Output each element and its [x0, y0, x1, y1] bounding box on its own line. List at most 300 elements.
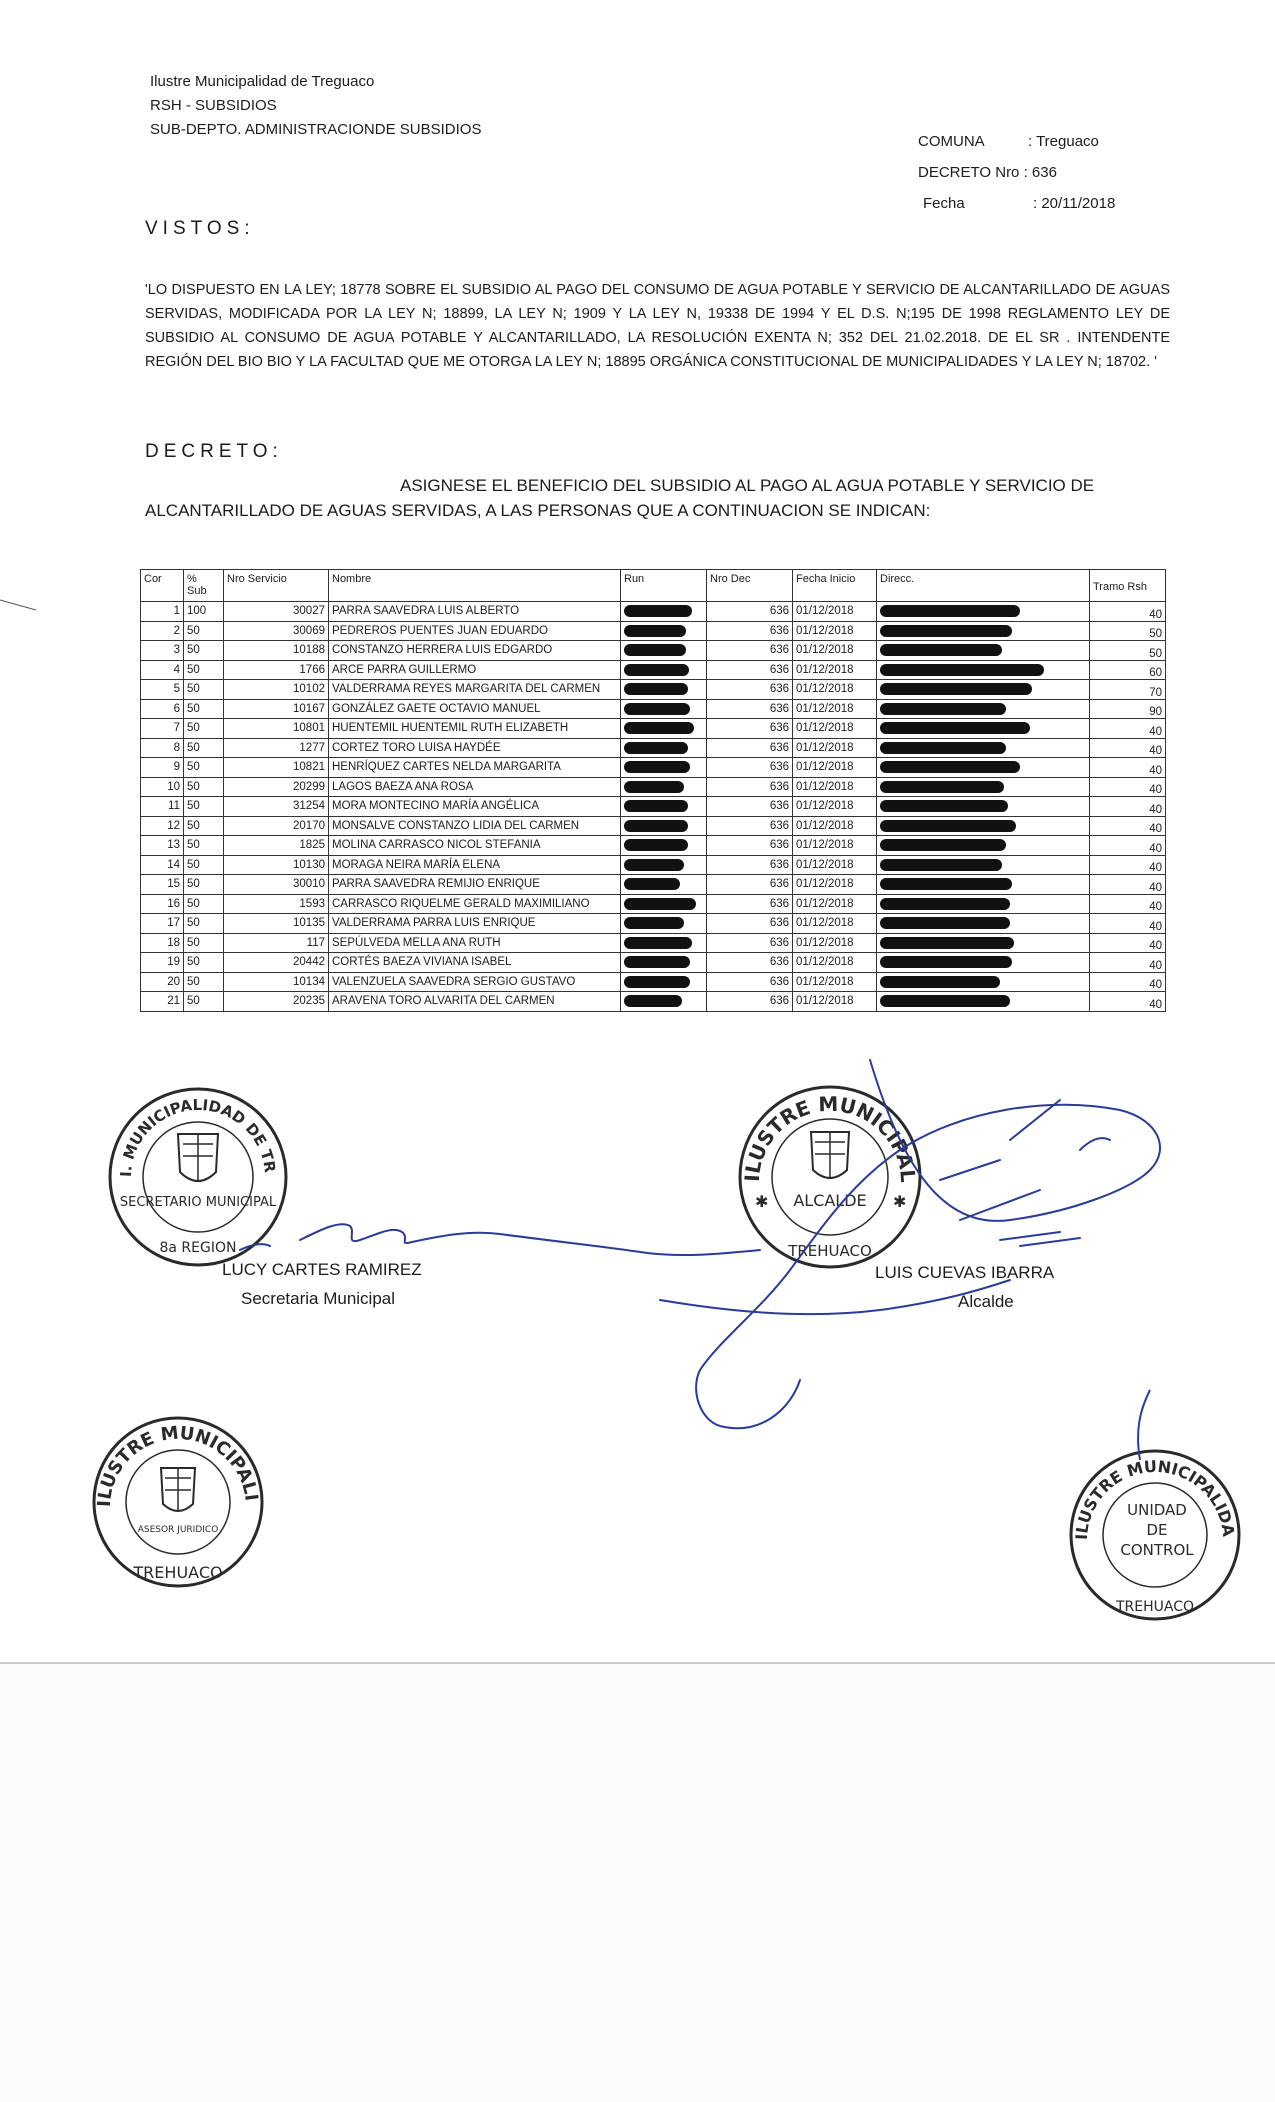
decreto-label: DECRETO Nro [918, 164, 1020, 181]
cell-servicio: 10134 [224, 972, 329, 992]
cell-servicio: 10188 [224, 641, 329, 661]
cell-tramo: 40 [1090, 875, 1166, 895]
redaction-mark [624, 722, 694, 734]
cell-sub: 50 [184, 758, 224, 778]
vistos-text: 'LO DISPUESTO EN LA LEY; 18778 SOBRE EL SUBSIDIO AL PAGO DEL CONSUMO DE AGUA POTABLE Y SERVICIO DE ALCANTARILLADO DE AGUAS SERVIDAS, MODIFICADA POR LA LEY N; 18899, LA LEY N; 1909 Y LA LEY N, 19338 DE 1994 Y EL D.S. N;195 DE 1998 REGLAMENTO LEY DE SUBSIDIO AL CONSUMO DE AGUA POTABLE Y ALCANTARILLADO, LA RESOLUCIÓN EXENTA N; 352 DEL 21.02.2018. DE EL SR . INTENDENTE REGIÓN DEL BIO BIO Y LA FACULTAD QUE ME OTORGA LA LEY N; 18895 ORGÁNICA CONSTITUCIONAL DE MUNICIPALIDADES Y LA LEY N; 18702. ' [145, 282, 1170, 370]
cell-fecha: 01/12/2018 [793, 914, 877, 934]
redaction-mark [624, 937, 692, 949]
cell-sub: 50 [184, 660, 224, 680]
cell-tramo: 40 [1090, 836, 1166, 856]
cell-tramo: 40 [1090, 992, 1166, 1012]
redaction-mark [880, 742, 1006, 754]
redaction-mark [880, 995, 1010, 1007]
handwritten-signatures [0, 1040, 1275, 1460]
table-row [141, 621, 1166, 641]
mayor-name: LUIS CUEVAS IBARRA [875, 1263, 1055, 1282]
direccion-cell-redacted [877, 875, 1090, 895]
redaction-mark [624, 683, 688, 695]
table-row [141, 680, 1166, 700]
cell-sub: 50 [184, 797, 224, 817]
run-cell-redacted [621, 758, 707, 778]
redaction-mark [880, 703, 1006, 715]
cell-tramo: 40 [1090, 602, 1166, 622]
run-cell-redacted [621, 855, 707, 875]
cell-nombre: HENRÍQUEZ CARTES NELDA MARGARITA [329, 758, 621, 778]
cell-servicio: 1593 [224, 894, 329, 914]
redaction-mark [624, 820, 688, 832]
cell-cor: 4 [141, 660, 184, 680]
redaction-mark [880, 917, 1010, 929]
redaction-mark [624, 956, 690, 968]
cell-cor: 7 [141, 719, 184, 739]
cell-servicio: 10167 [224, 699, 329, 719]
table-row [141, 875, 1166, 895]
redaction-mark [880, 956, 1012, 968]
mayor-seal-center-text: ALCALDE [793, 1191, 867, 1210]
direccion-cell-redacted [877, 680, 1090, 700]
redaction-mark [624, 976, 690, 988]
decreto-line-1: ASIGNESE EL BENEFICIO DEL SUBSIDIO AL PAGO AL AGUA POTABLE Y SERVICIO DE [400, 476, 1095, 495]
fecha-value: : 20/11/2018 [1033, 195, 1116, 212]
cell-tramo: 90 [1090, 699, 1166, 719]
direccion-cell-redacted [877, 758, 1090, 778]
redaction-mark [624, 605, 692, 617]
cell-sub: 50 [184, 953, 224, 973]
cell-servicio: 20235 [224, 992, 329, 1012]
run-cell-redacted [621, 699, 707, 719]
cell-nombre: CORTÉS BAEZA VIVIANA ISABEL [329, 953, 621, 973]
cell-nombre: PARRA SAAVEDRA REMIJIO ENRIQUE [329, 875, 621, 895]
cell-sub: 50 [184, 816, 224, 836]
comuna-value: : Treguaco [1028, 133, 1099, 150]
cell-nro-dec: 636 [707, 933, 793, 953]
cell-fecha: 01/12/2018 [793, 836, 877, 856]
cell-cor: 16 [141, 894, 184, 914]
cell-servicio: 30027 [224, 602, 329, 622]
table-row [141, 641, 1166, 661]
cell-cor: 14 [141, 855, 184, 875]
cell-cor: 8 [141, 738, 184, 758]
cell-fecha: 01/12/2018 [793, 816, 877, 836]
direccion-cell-redacted [877, 855, 1090, 875]
cell-fecha: 01/12/2018 [793, 602, 877, 622]
cell-fecha: 01/12/2018 [793, 953, 877, 973]
fecha-label: Fecha [923, 195, 965, 212]
run-cell-redacted [621, 602, 707, 622]
cell-cor: 2 [141, 621, 184, 641]
cell-tramo: 40 [1090, 894, 1166, 914]
col-cor: Cor [141, 570, 184, 602]
cell-nro-dec: 636 [707, 758, 793, 778]
direccion-cell-redacted [877, 816, 1090, 836]
run-cell-redacted [621, 914, 707, 934]
table-row [141, 602, 1166, 622]
cell-tramo: 40 [1090, 738, 1166, 758]
control-seal-ring-text: ILUSTRE MUNICIPALIDAD [1058, 1430, 1239, 1541]
cell-nro-dec: 636 [707, 992, 793, 1012]
col-tramo: Tramo Rsh [1090, 570, 1166, 602]
cell-cor: 6 [141, 699, 184, 719]
redaction-mark [880, 937, 1014, 949]
direccion-cell-redacted [877, 602, 1090, 622]
control-unit-seal-stamp [1058, 1430, 1245, 1625]
run-cell-redacted [621, 660, 707, 680]
table-row [141, 953, 1166, 973]
redaction-mark [880, 800, 1008, 812]
col-sub-label: Sub [187, 585, 207, 597]
cell-cor: 9 [141, 758, 184, 778]
redaction-mark [880, 722, 1030, 734]
decree-meta [918, 126, 1115, 219]
table-header-row [141, 570, 1166, 602]
redaction-mark [880, 839, 1006, 851]
run-cell-redacted [621, 797, 707, 817]
cell-sub: 50 [184, 875, 224, 895]
redaction-mark [624, 839, 688, 851]
redaction-mark [880, 625, 1012, 637]
table-row [141, 777, 1166, 797]
comuna-label: COMUNA [918, 133, 985, 150]
redaction-mark [880, 761, 1020, 773]
redaction-mark [624, 800, 688, 812]
cell-cor: 5 [141, 680, 184, 700]
redaction-mark [880, 781, 1004, 793]
cell-cor: 3 [141, 641, 184, 661]
decreto-line-2: ALCANTARILLADO DE AGUAS SERVIDAS, A LAS PERSONAS QUE A CONTINUACION SE INDICAN: [145, 501, 931, 520]
cell-sub: 50 [184, 992, 224, 1012]
redaction-mark [624, 742, 688, 754]
issuer-department: RSH - SUBSIDIOS [150, 97, 277, 114]
cell-cor: 19 [141, 953, 184, 973]
cell-tramo: 40 [1090, 797, 1166, 817]
table-row [141, 699, 1166, 719]
table-row [141, 972, 1166, 992]
run-cell-redacted [621, 972, 707, 992]
cell-fecha: 01/12/2018 [793, 719, 877, 739]
cell-tramo: 40 [1090, 855, 1166, 875]
run-cell-redacted [621, 816, 707, 836]
direccion-cell-redacted [877, 972, 1090, 992]
cell-servicio: 30010 [224, 875, 329, 895]
cell-cor: 12 [141, 816, 184, 836]
cell-cor: 10 [141, 777, 184, 797]
cell-tramo: 40 [1090, 777, 1166, 797]
cell-servicio: 10102 [224, 680, 329, 700]
table-row [141, 797, 1166, 817]
redaction-mark [624, 644, 686, 656]
cell-sub: 100 [184, 602, 224, 622]
cell-tramo: 40 [1090, 758, 1166, 778]
redaction-mark [624, 917, 684, 929]
cell-tramo: 40 [1090, 816, 1166, 836]
cell-nro-dec: 636 [707, 836, 793, 856]
direccion-cell-redacted [877, 953, 1090, 973]
svg-text:✱: ✱ [755, 1192, 769, 1211]
run-cell-redacted [621, 894, 707, 914]
cell-servicio: 1277 [224, 738, 329, 758]
cell-nro-dec: 636 [707, 602, 793, 622]
cell-fecha: 01/12/2018 [793, 992, 877, 1012]
cell-nombre: ARAVENA TORO ALVARITA DEL CARMEN [329, 992, 621, 1012]
cell-cor: 18 [141, 933, 184, 953]
cell-servicio: 31254 [224, 797, 329, 817]
cell-servicio: 1766 [224, 660, 329, 680]
table-row [141, 836, 1166, 856]
cell-nro-dec: 636 [707, 855, 793, 875]
redaction-mark [624, 664, 689, 676]
direccion-cell-redacted [877, 992, 1090, 1012]
run-cell-redacted [621, 719, 707, 739]
redaction-mark [624, 703, 690, 715]
table-row [141, 719, 1166, 739]
secretary-name: LUCY CARTES RAMIREZ [222, 1260, 422, 1279]
cell-fecha: 01/12/2018 [793, 797, 877, 817]
mayor-seal-bottom-text: TREHUACO [788, 1242, 872, 1260]
direccion-cell-redacted [877, 914, 1090, 934]
cell-tramo: 40 [1090, 933, 1166, 953]
redaction-mark [624, 761, 690, 773]
cell-nro-dec: 636 [707, 816, 793, 836]
cell-fecha: 01/12/2018 [793, 972, 877, 992]
cell-fecha: 01/12/2018 [793, 777, 877, 797]
run-cell-redacted [621, 738, 707, 758]
cell-cor: 21 [141, 992, 184, 1012]
table-row [141, 855, 1166, 875]
col-sub [184, 570, 224, 602]
cell-fecha: 01/12/2018 [793, 621, 877, 641]
run-cell-redacted [621, 953, 707, 973]
cell-tramo: 70 [1090, 680, 1166, 700]
legal-seal-ring-text: ILUSTRE MUNICIPALIDAD [80, 1396, 262, 1508]
redaction-mark [624, 898, 696, 910]
decreto-title: DECRETO: [145, 441, 283, 462]
cell-sub: 50 [184, 894, 224, 914]
decreto-value: : 636 [1023, 164, 1057, 181]
cell-sub: 50 [184, 680, 224, 700]
redaction-mark [880, 976, 1000, 988]
direccion-cell-redacted [877, 777, 1090, 797]
cell-nro-dec: 636 [707, 797, 793, 817]
cell-tramo: 40 [1090, 719, 1166, 739]
cell-fecha: 01/12/2018 [793, 855, 877, 875]
cell-servicio: 117 [224, 933, 329, 953]
cell-nombre: ARCE PARRA GUILLERMO [329, 660, 621, 680]
cell-sub: 50 [184, 777, 224, 797]
cell-nro-dec: 636 [707, 972, 793, 992]
cell-sub: 50 [184, 699, 224, 719]
cell-nro-dec: 636 [707, 777, 793, 797]
cell-fecha: 01/12/2018 [793, 758, 877, 778]
cell-fecha: 01/12/2018 [793, 641, 877, 661]
cell-servicio: 10130 [224, 855, 329, 875]
cell-tramo: 40 [1090, 953, 1166, 973]
table-row [141, 758, 1166, 778]
beneficiaries-table [140, 569, 1166, 1012]
control-seal-bottom-text: TREHUACO [1115, 1599, 1195, 1615]
table-row [141, 894, 1166, 914]
cell-nro-dec: 636 [707, 875, 793, 895]
cell-cor: 11 [141, 797, 184, 817]
issuer-header [150, 70, 481, 142]
run-cell-redacted [621, 875, 707, 895]
legal-seal-bottom-text: TREHUACO [133, 1563, 223, 1582]
redaction-mark [624, 859, 684, 871]
direccion-cell-redacted [877, 836, 1090, 856]
cell-sub: 50 [184, 914, 224, 934]
cell-nombre: GONZÁLEZ GAETE OCTAVIO MANUEL [329, 699, 621, 719]
cell-sub: 50 [184, 641, 224, 661]
secretary-seal-ring-text: I. MUNICIPALIDAD DE TREHUACO [96, 1068, 279, 1178]
cell-cor: 1 [141, 602, 184, 622]
run-cell-redacted [621, 933, 707, 953]
table-row [141, 933, 1166, 953]
cell-sub: 50 [184, 972, 224, 992]
table-row [141, 660, 1166, 680]
cell-tramo: 40 [1090, 914, 1166, 934]
cell-fecha: 01/12/2018 [793, 933, 877, 953]
cell-fecha: 01/12/2018 [793, 894, 877, 914]
redaction-mark [880, 664, 1044, 676]
direccion-cell-redacted [877, 699, 1090, 719]
cell-nro-dec: 636 [707, 621, 793, 641]
cell-tramo: 40 [1090, 972, 1166, 992]
cell-nombre: VALENZUELA SAAVEDRA SERGIO GUSTAVO [329, 972, 621, 992]
secretary-seal-center-text: SECRETARIO MUNICIPAL [119, 1195, 277, 1210]
col-run: Run [621, 570, 707, 602]
direccion-cell-redacted [877, 797, 1090, 817]
cell-nombre: CONSTANZO HERRERA LUIS EDGARDO [329, 641, 621, 661]
cell-nro-dec: 636 [707, 641, 793, 661]
cell-nro-dec: 636 [707, 699, 793, 719]
table-row [141, 992, 1166, 1012]
cell-nombre: LAGOS BAEZA ANA ROSA [329, 777, 621, 797]
cell-nro-dec: 636 [707, 680, 793, 700]
table-row [141, 738, 1166, 758]
cell-sub: 50 [184, 836, 224, 856]
run-cell-redacted [621, 777, 707, 797]
direccion-cell-redacted [877, 660, 1090, 680]
cell-servicio: 30069 [224, 621, 329, 641]
redaction-mark [624, 625, 686, 637]
cell-nombre: VALDERRAMA PARRA LUIS ENRIQUE [329, 914, 621, 934]
page-bottom-area [0, 1662, 1275, 2102]
cell-sub: 50 [184, 933, 224, 953]
direccion-cell-redacted [877, 641, 1090, 661]
redaction-mark [624, 781, 684, 793]
col-nombre: Nombre [329, 570, 621, 602]
col-nro-dec: Nro Dec [707, 570, 793, 602]
direccion-cell-redacted [877, 621, 1090, 641]
cell-nro-dec: 636 [707, 719, 793, 739]
cell-servicio: 10801 [224, 719, 329, 739]
run-cell-redacted [621, 680, 707, 700]
cell-nro-dec: 636 [707, 894, 793, 914]
cell-cor: 15 [141, 875, 184, 895]
cell-sub: 50 [184, 719, 224, 739]
cell-servicio: 10135 [224, 914, 329, 934]
svg-text:✱: ✱ [893, 1192, 907, 1211]
cell-nro-dec: 636 [707, 953, 793, 973]
cell-nombre: VALDERRAMA REYES MARGARITA DEL CARMEN [329, 680, 621, 700]
cell-tramo: 50 [1090, 641, 1166, 661]
cell-nro-dec: 636 [707, 660, 793, 680]
cell-fecha: 01/12/2018 [793, 738, 877, 758]
redaction-mark [880, 644, 1002, 656]
cell-nombre: MORA MONTECINO MARÍA ANGÉLICA [329, 797, 621, 817]
issuer-name: Ilustre Municipalidad de Treguaco [150, 73, 375, 90]
run-cell-redacted [621, 621, 707, 641]
cell-cor: 17 [141, 914, 184, 934]
cell-tramo: 50 [1090, 621, 1166, 641]
table-row [141, 816, 1166, 836]
cell-cor: 13 [141, 836, 184, 856]
run-cell-redacted [621, 836, 707, 856]
col-servicio: Nro Servicio [224, 570, 329, 602]
vistos-title: VISTOS: [145, 218, 255, 239]
mayor-role: Alcalde [958, 1292, 1014, 1311]
col-sub-percent: % [187, 573, 197, 585]
cell-servicio: 20170 [224, 816, 329, 836]
cell-tramo: 60 [1090, 660, 1166, 680]
mayor-signature [696, 1060, 1160, 1428]
scan-edge-mark [0, 598, 38, 612]
redaction-mark [880, 605, 1020, 617]
cell-nombre: CARRASCO RIQUELME GERALD MAXIMILIANO [329, 894, 621, 914]
run-cell-redacted [621, 641, 707, 661]
legal-seal-center-text: ASESOR JURIDICO [137, 1525, 219, 1535]
cell-fecha: 01/12/2018 [793, 680, 877, 700]
col-fecha: Fecha Inicio [793, 570, 877, 602]
cell-servicio: 20299 [224, 777, 329, 797]
cell-fecha: 01/12/2018 [793, 699, 877, 719]
control-seal-center-1: UNIDAD [1127, 1501, 1187, 1519]
cell-nro-dec: 636 [707, 738, 793, 758]
cell-nombre: HUENTEMIL HUENTEMIL RUTH ELIZABETH [329, 719, 621, 739]
cell-fecha: 01/12/2018 [793, 875, 877, 895]
direccion-cell-redacted [877, 719, 1090, 739]
direccion-cell-redacted [877, 933, 1090, 953]
redaction-mark [624, 878, 680, 890]
cell-nro-dec: 636 [707, 914, 793, 934]
secretary-signature [300, 1224, 760, 1255]
cell-servicio: 20442 [224, 953, 329, 973]
redaction-mark [880, 878, 1012, 890]
redaction-mark [880, 683, 1032, 695]
cell-servicio: 10821 [224, 758, 329, 778]
decreto-text [145, 473, 1170, 523]
redaction-mark [880, 859, 1002, 871]
cell-nombre: MOLINA CARRASCO NICOL STEFANIA [329, 836, 621, 856]
redaction-mark [880, 898, 1010, 910]
mayor-seal-ring-text: ILUSTRE MUNICIPALIDAD [726, 1063, 921, 1184]
cell-servicio: 1825 [224, 836, 329, 856]
cell-sub: 50 [184, 855, 224, 875]
direccion-cell-redacted [877, 894, 1090, 914]
cell-sub: 50 [184, 738, 224, 758]
control-seal-center-3: CONTROL [1120, 1541, 1194, 1559]
redaction-mark [880, 820, 1016, 832]
direccion-cell-redacted [877, 738, 1090, 758]
cell-cor: 20 [141, 972, 184, 992]
secretary-role: Secretaria Municipal [241, 1289, 396, 1308]
secretary-seal-bottom-text: 8a REGION [159, 1240, 237, 1256]
col-direcc: Direcc. [877, 570, 1090, 602]
run-cell-redacted [621, 992, 707, 1012]
table-row [141, 914, 1166, 934]
cell-sub: 50 [184, 621, 224, 641]
cell-nombre: SEPÚLVEDA MELLA ANA RUTH [329, 933, 621, 953]
control-seal-center-2: DE [1146, 1521, 1168, 1539]
